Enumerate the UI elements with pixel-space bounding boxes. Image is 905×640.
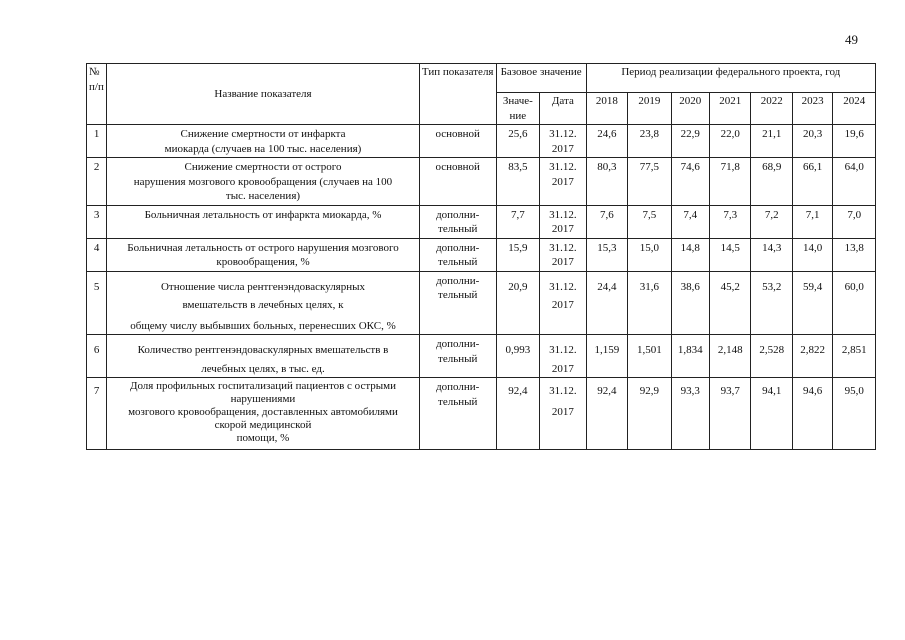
row-type: дополни- тельный: [419, 271, 496, 335]
row-value: 45,2: [710, 271, 751, 335]
row-base-date: 31.12. 2017: [540, 125, 587, 158]
row-base-date: 31.12. 2017: [540, 238, 587, 271]
row-value: 24,6: [586, 125, 627, 158]
row-base-value: 92,4: [496, 378, 539, 450]
table-row: [87, 238, 876, 271]
table-row: [87, 125, 876, 158]
table-row: [87, 378, 876, 450]
row-value: 53,2: [751, 271, 792, 335]
header-year: 2018: [586, 93, 627, 125]
row-base-value: 25,6: [496, 125, 539, 158]
row-num: 2: [87, 158, 107, 206]
row-num: 5: [87, 271, 107, 335]
row-value: 14,0: [792, 238, 832, 271]
row-num: 7: [87, 378, 107, 450]
row-value: 71,8: [710, 158, 751, 206]
row-value: 2,851: [833, 335, 876, 378]
row-type: дополни- тельный: [419, 205, 496, 238]
row-value: 2,528: [751, 335, 792, 378]
row-value: 92,9: [628, 378, 671, 450]
row-value: 2,148: [710, 335, 751, 378]
row-name: Снижение смертности от острого нарушения мозгового кровообращения (случаев на 100 тыс. населения): [107, 158, 420, 206]
row-value: 13,8: [833, 238, 876, 271]
row-name: Доля профильных госпитализаций пациентов с острыми нарушениями мозгового кровообращения, доставленных автомобилями скорой медицинской помощи, %: [107, 378, 420, 450]
row-base-value: 20,9: [496, 271, 539, 335]
row-value: 94,1: [751, 378, 792, 450]
row-num: 3: [87, 205, 107, 238]
header-year: 2022: [751, 93, 792, 125]
row-value: 64,0: [833, 158, 876, 206]
row-value: 2,822: [792, 335, 832, 378]
row-value: 7,2: [751, 205, 792, 238]
header-year: 2024: [833, 93, 876, 125]
row-value: 7,4: [671, 205, 709, 238]
row-value: 15,3: [586, 238, 627, 271]
row-num: 4: [87, 238, 107, 271]
row-value: 20,3: [792, 125, 832, 158]
table-row: [87, 158, 876, 206]
row-name: Количество рентгенэндоваскулярных вмешательств в лечебных целях, в тыс. ед.: [107, 335, 420, 378]
row-value: 14,5: [710, 238, 751, 271]
row-base-date: 31.12. 2017: [540, 271, 587, 335]
row-base-date: 31.12. 2017: [540, 158, 587, 206]
row-name: Больничная летальность от острого нарушения мозгового кровообращения, %: [107, 238, 420, 271]
row-name: Больничная летальность от инфаркта миокарда, %: [107, 205, 420, 238]
row-type: дополни- тельный: [419, 335, 496, 378]
row-value: 7,5: [628, 205, 671, 238]
row-base-value: 83,5: [496, 158, 539, 206]
row-value: 24,4: [586, 271, 627, 335]
row-base-date: 31.12. 2017: [540, 378, 587, 450]
row-value: 14,3: [751, 238, 792, 271]
row-value: 14,8: [671, 238, 709, 271]
row-value: 19,6: [833, 125, 876, 158]
row-value: 23,8: [628, 125, 671, 158]
table-row: [87, 205, 876, 238]
row-type: дополни- тельный: [419, 378, 496, 450]
header-base: Базовое значение: [496, 64, 586, 93]
row-value: 60,0: [833, 271, 876, 335]
row-value: 93,7: [710, 378, 751, 450]
row-base-value: 7,7: [496, 205, 539, 238]
row-type: основной: [419, 158, 496, 206]
row-num: 6: [87, 335, 107, 378]
row-base-date: 31.12. 2017: [540, 205, 587, 238]
row-base-value: 15,9: [496, 238, 539, 271]
row-type: основной: [419, 125, 496, 158]
header-base-date: Дата: [540, 93, 587, 125]
indicators-table: [86, 63, 876, 450]
row-value: 7,0: [833, 205, 876, 238]
header-type: Тип показателя: [419, 64, 496, 125]
row-value: 74,6: [671, 158, 709, 206]
row-value: 77,5: [628, 158, 671, 206]
row-base-date: 31.12. 2017: [540, 335, 587, 378]
row-value: 21,1: [751, 125, 792, 158]
row-value: 22,9: [671, 125, 709, 158]
table-row: [87, 335, 876, 378]
row-value: 95,0: [833, 378, 876, 450]
row-value: 22,0: [710, 125, 751, 158]
header-year: 2019: [628, 93, 671, 125]
row-value: 7,6: [586, 205, 627, 238]
row-value: 59,4: [792, 271, 832, 335]
header-year: 2021: [710, 93, 751, 125]
row-value: 1,834: [671, 335, 709, 378]
row-value: 94,6: [792, 378, 832, 450]
table-row: [87, 271, 876, 335]
header-period: Период реализации федерального проекта, год: [586, 64, 875, 93]
row-value: 7,3: [710, 205, 751, 238]
row-type: дополни- тельный: [419, 238, 496, 271]
row-value: 7,1: [792, 205, 832, 238]
row-value: 68,9: [751, 158, 792, 206]
header-num: № п/п: [87, 64, 107, 125]
header-name: Название показателя: [107, 64, 420, 125]
header-year: 2020: [671, 93, 709, 125]
row-value: 1,501: [628, 335, 671, 378]
row-base-value: 0,993: [496, 335, 539, 378]
row-value: 93,3: [671, 378, 709, 450]
row-value: 31,6: [628, 271, 671, 335]
page-number: 49: [845, 32, 858, 47]
row-value: 66,1: [792, 158, 832, 206]
row-value: 80,3: [586, 158, 627, 206]
row-value: 15,0: [628, 238, 671, 271]
header-base-value: Значе-ние: [496, 93, 539, 125]
row-value: 38,6: [671, 271, 709, 335]
row-name: Снижение смертности от инфаркта миокарда (случаев на 100 тыс. населения): [107, 125, 420, 158]
row-num: 1: [87, 125, 107, 158]
row-value: 92,4: [586, 378, 627, 450]
row-name: Отношение числа рентгенэндоваскулярных вмешательств в лечебных целях, к общему числу выбывших больных, перенесших ОКС, %: [107, 271, 420, 335]
row-value: 1,159: [586, 335, 627, 378]
header-year: 2023: [792, 93, 832, 125]
